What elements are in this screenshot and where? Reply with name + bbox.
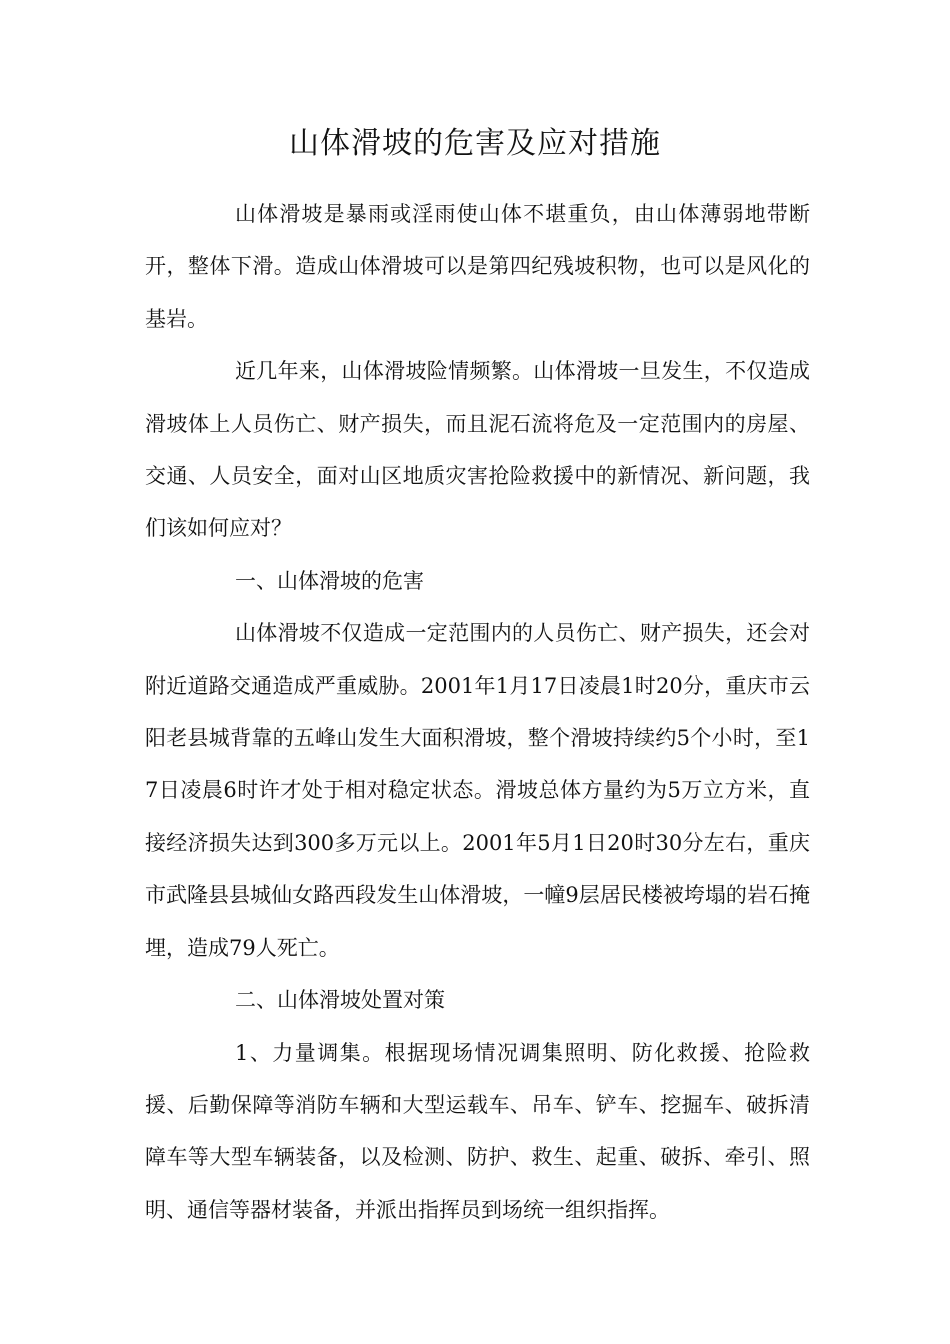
intro-paragraph-1: 山体滑坡是暴雨或淫雨使山体不堪重负，由山体薄弱地带断开，整体下滑。造成山体滑坡可以是第四纪残坡积物，也可以是风化的基岩。 xyxy=(145,202,810,331)
document-body xyxy=(145,188,810,1236)
section-heading-hazards: 一、山体滑坡的危害 xyxy=(235,568,424,593)
hazards-paragraph: 山体滑坡不仅造成一定范围内的人员伤亡、财产损失，还会对附近道路交通造成严重威胁。2001年1月17日凌晨1时20分，重庆市云阳老县城背靠的五峰山发生大面积滑坡，整个滑坡持续约5个小时，至17日凌晨6时许才处于相对稳定状态。滑坡总体方量约为5万立方米，直接经济损失达到300多万元以上。2001年5月1日20时30分左右，重庆市武隆县县城仙女路西段发生山体滑坡，一幢9层居民楼被垮塌的岩石掩埋，造成79人死亡。 xyxy=(145,621,810,960)
intro-paragraph-2: 近几年来，山体滑坡险情频繁。山体滑坡一旦发生，不仅造成滑坡体上人员伤亡、财产损失，而且泥石流将危及一定范围内的房屋、交通、人员安全，面对山区地质灾害抢险救援中的新情况、新问题，我们该如何应对？ xyxy=(145,359,810,541)
countermeasures-paragraph: 1、力量调集。根据现场情况调集照明、防化救援、抢险救援、后勤保障等消防车辆和大型运载车、吊车、铲车、挖掘车、破拆清障车等大型车辆装备，以及检测、防护、救生、起重、破拆、牵引、照明、通信等器材装备，并派出指挥员到场统一组织指挥。 xyxy=(145,1040,810,1222)
document-title: 山体滑坡的危害及应对措施 xyxy=(289,126,661,161)
section-heading-countermeasures: 二、山体滑坡处置对策 xyxy=(235,988,445,1013)
